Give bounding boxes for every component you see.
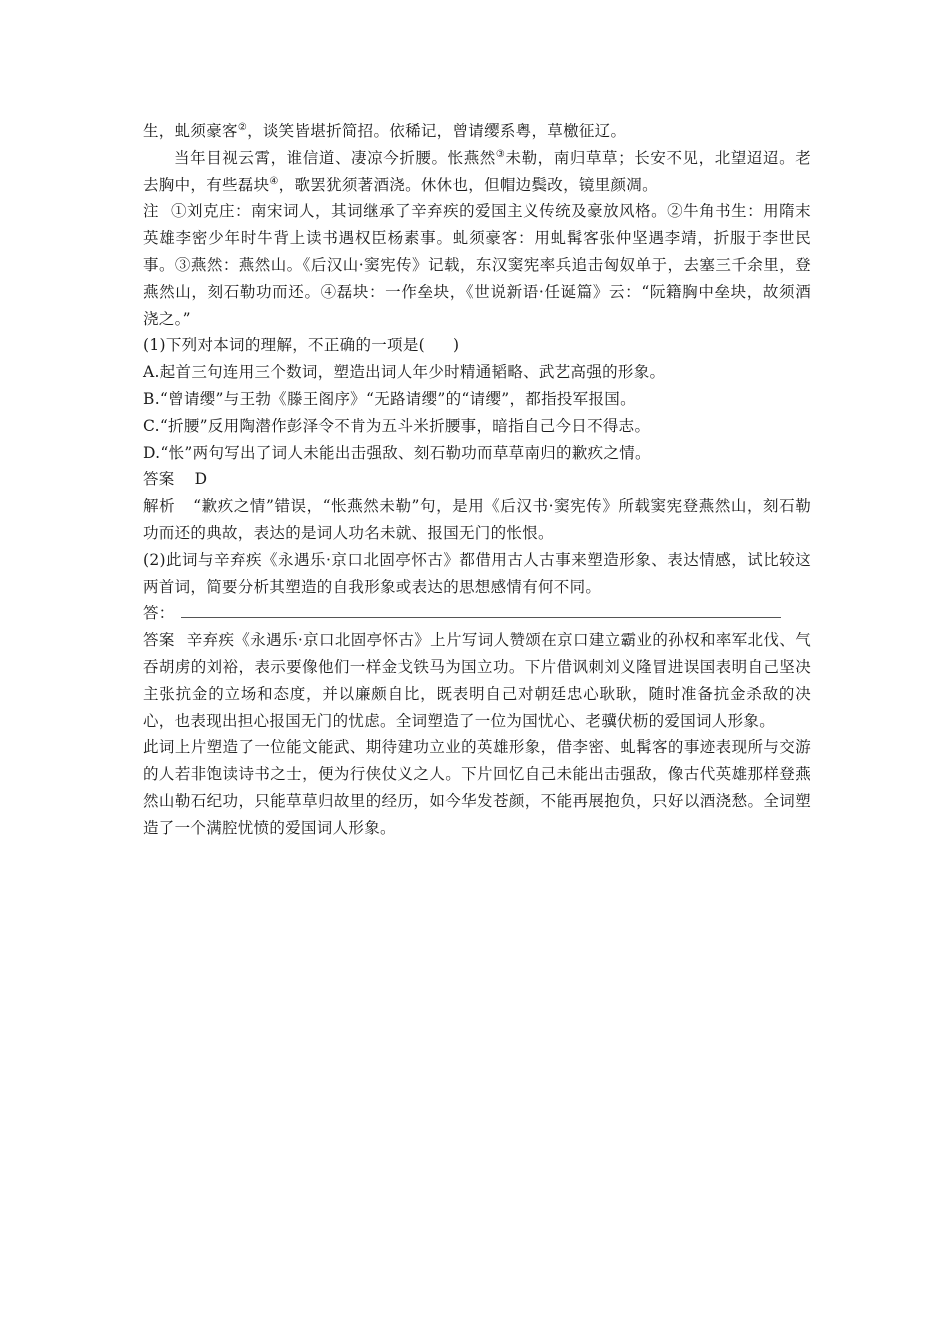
option-b: B.“曾请缨”与王勃《滕王阁序》“无路请缨”的“请缨”，都指投军报国。 — [143, 389, 636, 408]
poem-text: 当年目视云霄，谁信道、凄凉今折腰。怅燕然 — [174, 148, 496, 167]
notes-paragraph — [143, 198, 811, 332]
poem-text: 生，虬须豪客 — [143, 122, 238, 140]
option-d: D.“怅”两句写出了词人未能出击强敌、刻石勒功而草草南归的歉疚之情。 — [143, 443, 651, 462]
poem-stanza-2 — [143, 145, 811, 199]
analysis-label: 解析 — [143, 497, 176, 516]
poem-text: ，谈笑皆堪折简招。依稀记，曾请缨系粤，草檄征辽。 — [247, 122, 627, 140]
question-1-analysis — [143, 493, 811, 547]
answer-text: 辛弃疾《永遇乐·京口北固亭怀古》上片写词人赞颂在京口建立霸业的孙权和率军北伐、气吞胡虏的刘裕，表示要像他们一样金戈铁马为国立功。下片借讽刺刘义隆冒进误国表明自己坚决主张抗金的立场和态度，并以廉颇自比，既表明自己对朝廷忠心耿耿，随时准备抗金杀敌的决心，也表现出担心报国无门的忧虑。全词塑造了一位为国忧心、老骥伏枥的爱国词人形象。 — [143, 631, 811, 730]
question-text: (1)下列对本词的理解，不正确的一项是( — [143, 336, 426, 355]
poem-text: ，歌罢犹须著酒浇。休休也，但帽边鬓改，镜里颜凋。 — [278, 175, 658, 194]
question-1-answer — [143, 466, 811, 493]
poem-line-1 — [143, 118, 811, 145]
notes-text: ①刘克庄：南宋词人，其词继承了辛弃疾的爱国主义传统及豪放风格。②牛角书生：用隋末英雄李密少年时牛背上读书遇权臣杨素事。虬须豪客：用虬髯客张仲坚遇李靖，折服于李世民事。③燕然：燕然山。《后汉山·窦宪传》记载，东汉窦宪率兵追击匈奴单于，去塞三千余里，登燕然山，刻石勒功而还。④磊块：一作垒块，《世说新语·任诞篇》云：“阮籍胸中垒块，故须酒浇之。” — [143, 202, 811, 328]
answer-label: 答案 — [143, 631, 175, 650]
question-2-stem: (2)此词与辛弃疾《永遇乐·京口北固亭怀古》都借用古人古事来塑造形象、表达情感，试比较这两首词，简要分析其塑造的自我形象或表达的思想感情有何不同。 — [143, 550, 811, 596]
footnote-marker: ④ — [269, 175, 279, 187]
question-2-answer-continued: 此词上片塑造了一位能文能武、期待建功立业的英雄形象，借李密、虬髯客的事迹表现所与交游的人若非饱读诗书之士，便为行侠仗义之人。下片回忆自己未能出击强敌，像古代英雄那样登燕然山勒石纪功，只能草草归故里的经历，如今华发苍颜，不能再展抱负，只好以酒浇愁。全词塑造了一个满腔忧愤的爱国词人形象。 — [143, 738, 811, 837]
question-2-blank — [143, 600, 811, 627]
question-1-stem — [143, 332, 811, 359]
blank-label: 答： — [143, 604, 175, 623]
answer-label: 答案 — [143, 470, 175, 489]
document-page — [143, 118, 811, 842]
analysis-text: “歉疚之情”错误，“怅燕然未勒”句，是用《后汉书·窦宪传》所载窦宪登燕然山，刻石勒功而还的典故，表达的是词人功名未就、报国无门的怅恨。 — [143, 497, 811, 542]
notes-label: 注 — [143, 202, 160, 221]
question-text: ) — [453, 336, 460, 355]
answer-line[interactable] — [181, 603, 781, 618]
footnote-marker: ③ — [495, 148, 506, 160]
answer-value: D — [194, 470, 208, 489]
question-2-answer — [143, 627, 811, 734]
option-c: C.“折腰”反用陶潜作彭泽令不肯为五斗米折腰事，暗指自己今日不得志。 — [143, 416, 651, 435]
option-a: A.起首三句连用三个数词，塑造出词人年少时精通韬略、武艺高强的形象。 — [143, 363, 666, 382]
footnote-marker: ② — [237, 122, 248, 133]
poem-text: 未勒，南归草草；长安不见，北望迢迢。老去胸中，有些磊块 — [143, 148, 812, 194]
